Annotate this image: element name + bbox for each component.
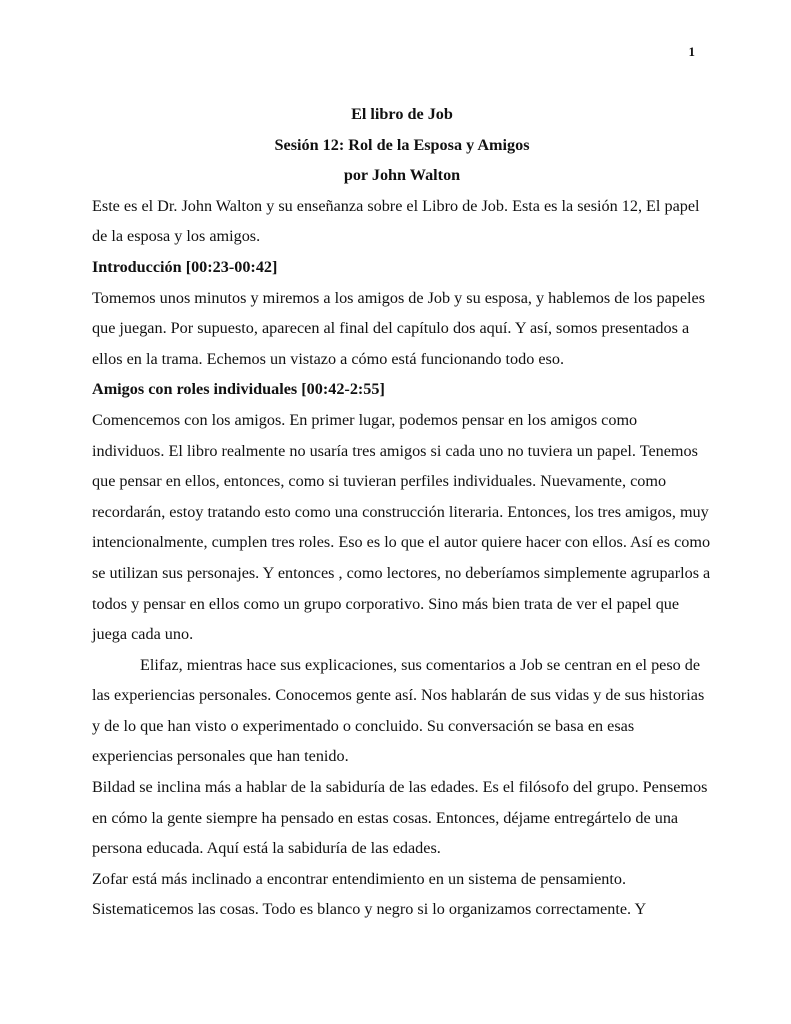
paragraph-zofar: Zofar está más inclinado a encontrar entendimiento en un sistema de pensamiento. Sistematicemos las cosas. Todo es blanco y negro si lo organizamos correctamente. Y — [92, 869, 647, 919]
paragraph-elifaz: Elifaz, mientras hace sus explicaciones, sus comentarios a Job se centran en el peso de las experiencias personales. Conocemos gente así. Nos hablarán de sus vidas y de sus historias y de lo que han visto o experimentado o concluido. Su conversación se basa en esas experiencias personales que han tenido. — [92, 655, 705, 766]
paragraph: Comencemos con los amigos. En primer lugar, podemos pensar en los amigos como individuos. El libro realmente no usaría tres amigos si cada uno no tuviera un papel. Tenemos que pensar en ellos, entonces, como si tuvieran perfiles individuales. Nuevamente, como recordarán, estoy tratando esto como una construcción literaria. Entonces, los tres amigos, muy intencionalmente, cumplen tres roles. Eso es lo que el autor quiere hacer con ellos. Así es como se utilizan sus personajes. Y entonces , como lectores, no deberíamos simplemente agruparlos a todos y pensar en ellos como un grupo corporativo. Sino más bien trata de ver el papel que juega cada uno. — [92, 410, 711, 644]
paragraph-bildad: Bildad se inclina más a hablar de la sabiduría de las edades. Es el filósofo del grupo. Pensemos en cómo la gente siempre ha pensado en estas cosas. Entonces, déjame entregártelo de una persona educada. Aquí está la sabiduría de las edades. — [92, 778, 708, 858]
session-title: Sesión 12: Rol de la Esposa y Amigos — [274, 135, 530, 154]
book-title: El libro de Job — [351, 105, 453, 123]
section-heading-introduccion: Introducción [00:23-00:42] — [92, 257, 278, 276]
intro-paragraph: Este es el Dr. John Walton y su enseñanza sobre el Libro de Job. Esta es la sesión 12, El papel de la esposa y los amigos. — [92, 196, 700, 246]
document-body — [92, 99, 712, 925]
page-number: 1 — [688, 44, 695, 59]
section-heading-amigos: Amigos con roles individuales [00:42-2:55] — [92, 380, 385, 399]
author-line: por John Walton — [343, 166, 461, 185]
paragraph: Tomemos unos minutos y miremos a los amigos de Job y su esposa, y hablemos de los papeles que juegan. Por supuesto, aparecen al final del capítulo dos aquí. Y así, somos presentados a ellos en la trama. Echemos un vistazo a cómo está funcionando todo eso. — [92, 288, 706, 368]
